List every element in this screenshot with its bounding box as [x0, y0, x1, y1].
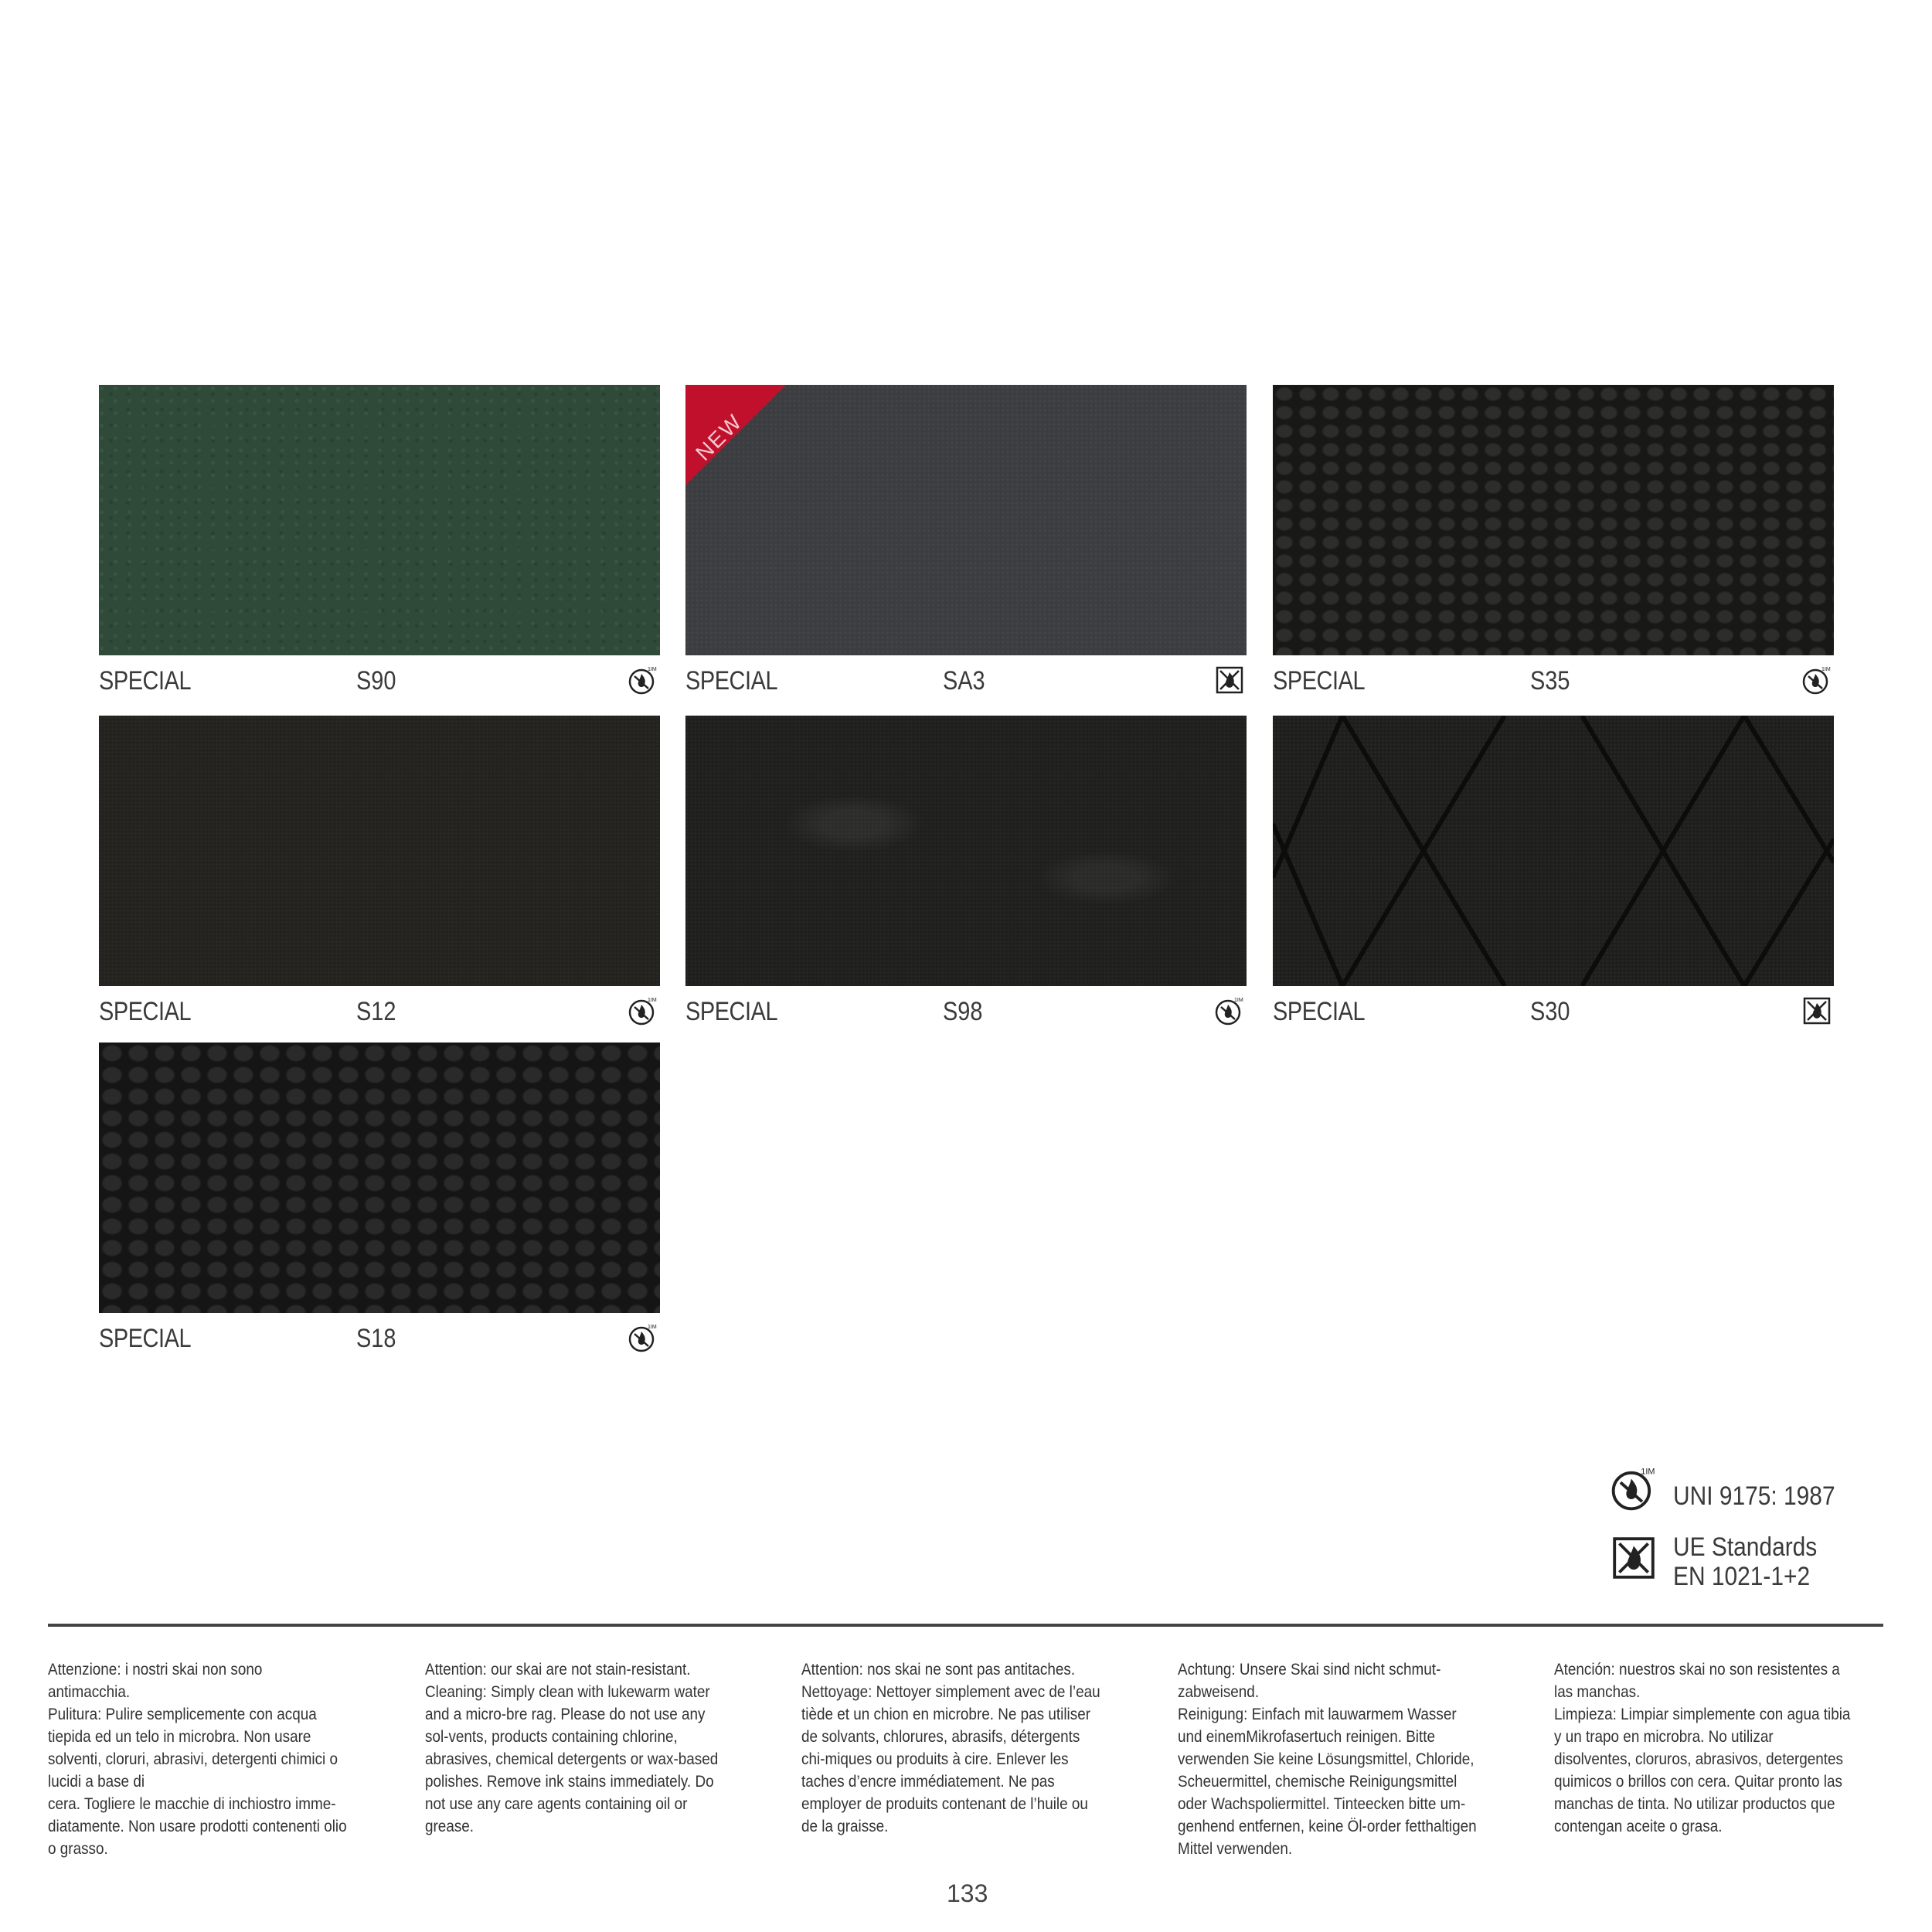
swatch-image	[1273, 385, 1834, 655]
swatch-collection: SPECIAL	[1273, 997, 1366, 1026]
swatch-image	[685, 716, 1247, 986]
swatch-code: S12	[356, 997, 396, 1026]
swatch-image	[99, 716, 660, 986]
uni-fire-icon	[628, 665, 658, 696]
swatch-card-s18[interactable]	[99, 1043, 660, 1359]
swatch-collection: SPECIAL	[99, 997, 192, 1026]
care-text-de: Achtung: Unsere Skai sind nicht schmut-zabweisend. Reinigung: Einfach mit lauwarmem Wasser und einemMikrofasertuch reinigen. Bitte verwenden Sie keine Lösungsmittel, Chloride, Scheuermittel, chemische Reinigungsmittel oder Wachspoliermittel. Tinteecken bitte um-genhend entfernen, keine Öl-order fetthaltigen Mittel verwenden.	[1178, 1661, 1477, 1858]
swatch-code: S18	[356, 1324, 396, 1353]
swatch-code: S35	[1530, 666, 1570, 696]
swatch-code: S30	[1530, 997, 1570, 1026]
swatch-collection: SPECIAL	[99, 1324, 192, 1353]
svg-text:1IM: 1IM	[1821, 667, 1831, 672]
uni-fire-icon	[628, 1322, 658, 1353]
swatch-card-s12[interactable]	[99, 716, 660, 1032]
swatch-image	[1273, 716, 1834, 986]
care-text-en: Attention: our skai are not stain-resistant. Cleaning: Simply clean with lukewarm water and a micro-bre rag. Please do not use any sol-vents, products containing chlorine, abrasives, chemical detergents or wax-based polishes. Remove ink stains immediately. Do not use any care agents containing oil or grease.	[425, 1661, 719, 1835]
legend-ue-label	[1673, 1532, 1817, 1591]
page-number: 133	[947, 1879, 988, 1907]
quilt-stitch-pattern	[1273, 716, 1834, 986]
svg-text:1IM: 1IM	[648, 667, 657, 672]
swatch-card-sa3[interactable]	[685, 385, 1247, 702]
footer-divider	[48, 1624, 1883, 1627]
new-badge-label: NEW	[691, 409, 747, 465]
ue-fire-icon	[1214, 665, 1245, 696]
legend-uni-label: UNI 9175: 1987	[1673, 1481, 1835, 1511]
swatch-code: S98	[943, 997, 983, 1026]
svg-text:1IM: 1IM	[648, 998, 657, 1003]
swatch-card-s98[interactable]	[685, 716, 1247, 1032]
care-text-fr: Attention: nos skai ne sont pas antitaches. Nettoyage: Nettoyer simplement avec de l’eau tiède et un chion en microbre. Ne pas utiliser de solvants, chlorures, abrasifs, détergents chi-miques ou produits à cire. Enlever les taches d’encre immédiatement. Ne pas employer de produits contenant de l’huile ou de la graisse.	[801, 1661, 1100, 1835]
care-text-es: Atención: nuestros skai no son resistentes a las manchas. Limpieza: Limpiar simplemente con agua tibia y un trapo en microbra. No utilizar disolventes, cloruros, abrasivos, detergentes quimicos o brillos con cera. Quitar pronto las manchas de tinta. No utilizar productos que contengan aceite o grasa.	[1554, 1661, 1851, 1835]
legend-row-ue	[1610, 1534, 1888, 1596]
swatch-card-s35[interactable]	[1273, 385, 1834, 702]
ue-fire-icon	[1610, 1534, 1658, 1582]
uni-fire-icon	[1610, 1464, 1658, 1512]
swatch-code: SA3	[943, 666, 985, 696]
legend-ue-line2: EN 1021-1+2	[1673, 1562, 1811, 1591]
swatch-collection: SPECIAL	[685, 997, 778, 1026]
svg-text:1IM: 1IM	[1641, 1467, 1655, 1477]
swatch-collection: SPECIAL	[685, 666, 778, 696]
uni-fire-icon	[1801, 665, 1832, 696]
svg-text:1IM: 1IM	[648, 1325, 657, 1330]
legend-row-uni	[1610, 1464, 1888, 1526]
care-text-it: Attenzione: i nostri skai non sono antimacchia. Pulitura: Pulire semplicemente con acqua tiepida ed un telo in microbra. Non usare solventi, cloruri, abrasivi, detergenti chimici o lucidi a base di cera. Togliere le macchie di inchiostro imme-diatamente. Non usare prodotti contenenti olio o grasso.	[48, 1661, 347, 1858]
ue-fire-icon	[1801, 995, 1832, 1026]
fire-standards-legend	[1610, 1464, 1888, 1596]
uni-fire-icon	[628, 995, 658, 1026]
swatch-code: S90	[356, 666, 396, 696]
swatch-image	[685, 385, 1247, 655]
swatch-collection: SPECIAL	[1273, 666, 1366, 696]
swatch-card-s90[interactable]	[99, 385, 660, 702]
swatch-image	[99, 385, 660, 655]
svg-text:1IM: 1IM	[1234, 998, 1243, 1003]
swatch-collection: SPECIAL	[99, 666, 192, 696]
uni-fire-icon	[1214, 995, 1245, 1026]
swatch-card-s30[interactable]	[1273, 716, 1834, 1032]
swatch-image	[99, 1043, 660, 1313]
legend-ue-line1: UE Standards	[1673, 1532, 1818, 1562]
